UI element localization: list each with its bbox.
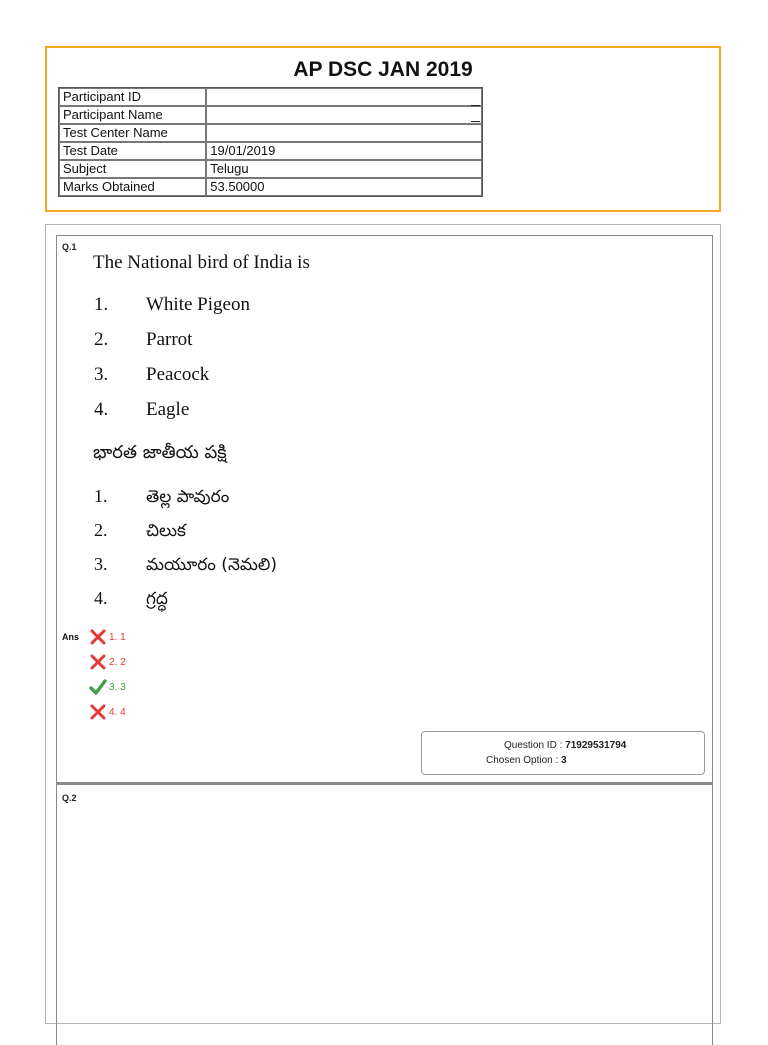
option-text: White Pigeon <box>146 294 250 315</box>
option-text: గ్రద్ధ <box>146 589 168 609</box>
question-number: Q.1 <box>62 242 77 252</box>
option-text: Peacock <box>146 364 210 385</box>
question-card <box>45 224 721 1024</box>
info-value <box>206 106 482 124</box>
question-id-line <box>504 740 626 751</box>
answer-option-text: 4. 4 <box>109 706 126 718</box>
exam-title: AP DSC JAN 2019 <box>293 58 473 81</box>
info-label: Marks Obtained <box>59 178 206 196</box>
option-text: Parrot <box>146 329 193 350</box>
question-id-value: 71929531794 <box>565 740 627 751</box>
option-english <box>94 294 250 316</box>
option-number: 1. <box>94 486 108 506</box>
chosen-option-line <box>486 755 567 766</box>
info-value: 53.50000 <box>206 178 482 196</box>
option-text: మయూరం (నెమలి) <box>146 555 277 575</box>
info-row <box>59 88 482 106</box>
option-english <box>94 329 192 351</box>
option-text: తెల్ల పావురం <box>146 487 230 507</box>
option-number: 4. <box>94 399 109 420</box>
check-icon <box>89 679 107 695</box>
info-row <box>59 160 482 178</box>
answer-option <box>89 704 126 720</box>
option-telugu <box>94 588 168 613</box>
option-number: 2. <box>94 329 109 350</box>
info-label: Test Center Name <box>59 124 206 142</box>
option-number: 2. <box>94 520 108 540</box>
option-number: 3. <box>94 364 109 385</box>
participant-info-table <box>58 87 483 197</box>
option-english <box>94 399 189 421</box>
info-row <box>59 178 482 196</box>
info-label: Test Date <box>59 142 206 160</box>
info-label: Participant ID <box>59 88 206 106</box>
question-text-telugu: భారత జాతీయ పక్షి <box>93 442 227 463</box>
info-value: 19/01/2019 <box>206 142 482 160</box>
chosen-option-label: Chosen Option : <box>486 755 562 766</box>
info-label: Participant Name <box>59 106 206 124</box>
cross-icon <box>89 654 107 670</box>
redaction-mark <box>471 121 480 122</box>
cross-icon <box>89 629 107 645</box>
info-value: Telugu <box>206 160 482 178</box>
answer-option-text: 1. 1 <box>109 631 126 643</box>
option-text: చిలుక <box>146 521 186 541</box>
option-telugu <box>94 520 186 545</box>
answer-option-text: 2. 2 <box>109 656 126 668</box>
info-label: Subject <box>59 160 206 178</box>
redaction-mark <box>471 105 480 106</box>
question-id-label: Question ID : <box>504 740 566 751</box>
info-value <box>206 124 482 142</box>
question-1-panel <box>56 235 713 785</box>
question-text-english: The National bird of India is <box>93 252 310 273</box>
cross-icon <box>89 704 107 720</box>
answer-option <box>89 629 126 645</box>
question-number: Q.2 <box>62 793 77 803</box>
question-id-box <box>421 731 705 775</box>
chosen-option-value: 3 <box>561 755 567 766</box>
info-row <box>59 142 482 160</box>
info-row <box>59 106 482 124</box>
option-number: 1. <box>94 294 109 315</box>
option-number: 3. <box>94 554 108 574</box>
answer-label: Ans <box>62 632 80 642</box>
option-english <box>94 364 209 386</box>
answer-option <box>89 679 126 695</box>
option-text: Eagle <box>146 399 190 420</box>
info-value <box>206 88 482 106</box>
question-2-panel <box>56 785 713 1045</box>
option-number: 4. <box>94 588 108 608</box>
option-telugu <box>94 554 277 579</box>
exam-header <box>45 46 721 212</box>
answer-option <box>89 654 126 670</box>
option-telugu <box>94 486 229 511</box>
info-row <box>59 124 482 142</box>
answer-option-text: 3. 3 <box>109 681 126 693</box>
